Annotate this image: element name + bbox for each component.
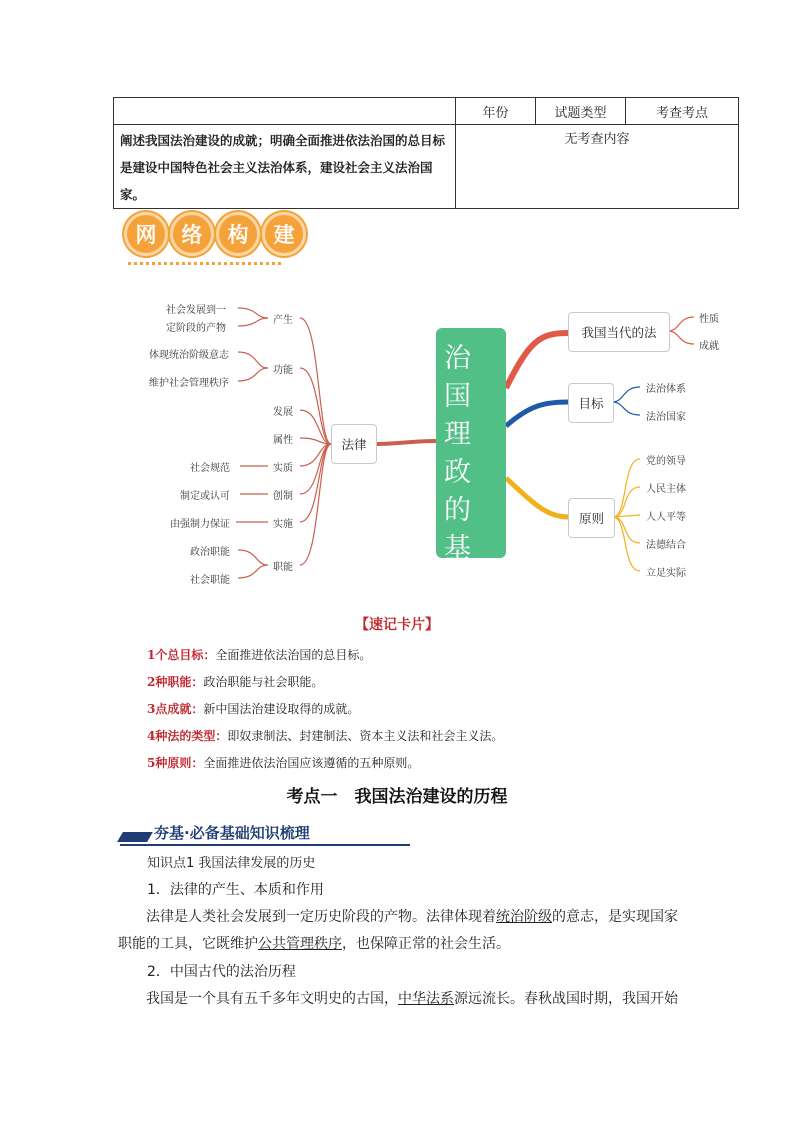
knowledge-point: 知识点1 我国法律发展的历史 [147,856,316,871]
right-node: 我国当代的法 [568,312,670,352]
card-text: 新中国法治建设取得的成就。 [203,702,360,716]
card-text: 全面推进依法治国应该遵循的五种原则。 [203,756,420,770]
leaf-label: 法治体系 [646,384,686,395]
connector [300,368,331,444]
connector [668,317,694,331]
heading-1: 1．法律的产生、本质和作用 [147,882,324,898]
leaf-label: 维护社会管理秩序 [149,378,229,389]
leaf-label: 法德结合 [646,540,686,551]
underlined-term: 公共管理秩序 [258,936,342,952]
connector [668,331,694,344]
card-key: 5种原则： [147,756,204,770]
card-key: 4种法的类型： [147,729,228,743]
connector [238,318,268,326]
branch-label: 发展 [273,407,293,418]
card-key: 1个总目标： [147,648,216,662]
leaf-label: 定阶段的产物 [166,323,226,334]
card-text: 全面推进依法治国的总目标。 [215,648,372,662]
branch-label: 属性 [273,435,293,446]
connector [238,352,268,368]
heading-2: 2．中国古代的法治历程 [147,964,296,980]
band-bar [117,832,153,842]
connector [612,402,640,415]
header-question-type: 试题类型 [536,98,626,125]
leaf-label: 社会发展到一 [166,305,226,316]
card-key: 2种职能： [147,675,204,689]
leaf-label: 体现统治阶级意志 [149,350,229,361]
leaf-label: 成就 [699,341,719,352]
right-node: 目标 [568,383,614,423]
connector [506,478,568,517]
leaf-label: 社会职能 [190,575,230,586]
badge-char: 网 [124,212,168,256]
leaf-label: 性质 [699,314,719,325]
flash-card-title: 【速记卡片】 [355,617,439,633]
connector [300,444,331,565]
flash-card-item [147,700,359,717]
leaf-label: 党的领导 [646,456,686,467]
section-title: 考点一 我国法治建设的历程 [286,787,508,807]
paragraph-2: 我国是一个具有五千多年文明史的古国，中华法系源远流长。春秋战国时期，我国开始 [146,991,678,1007]
connector [613,517,640,571]
connector [375,441,436,444]
connector [612,387,640,402]
law-node: 法律 [331,424,377,464]
band-underline [120,844,410,846]
mindmap-center: 治国理政的基本方式 [436,328,506,558]
card-text: 即奴隶制法、封建制法、资本主义法和社会主义法。 [227,729,504,743]
card-text: 政治职能与社会职能。 [203,675,324,689]
leaf-label: 由强制力保证 [170,519,230,530]
table-description: 阐述我国法治建设的成就；明确全面推进依法治国的总目标是建设中国特色社会主义法治体系，建设社会主义法治国家。 [114,125,456,209]
badge-char: 建 [262,212,306,256]
section-band [120,820,410,846]
flash-card-item [147,673,323,690]
badge-char: 络 [170,212,214,256]
connector [300,444,331,522]
header-year: 年份 [456,98,536,125]
flash-card-item [147,646,371,663]
leaf-label: 人民主体 [646,484,686,495]
leaf-label: 法治国家 [646,412,686,423]
flash-card-item [147,727,503,744]
flash-card-item [147,754,419,771]
leaf-label: 政治职能 [190,547,230,558]
connector [300,318,331,444]
connector [613,517,640,543]
leaf-label: 社会规范 [190,463,230,474]
underlined-term: 统治阶级 [496,909,552,925]
paragraph-1: 法律是人类社会发展到一定历史阶段的产物。法律体现着统治阶级的意志，是实现国家职能的工具，它既维护公共管理秩序，也保障正常的社会生活。 [118,909,678,952]
table-content: 无考查内容 [456,125,739,209]
branch-label: 实施 [273,519,293,530]
leaf-label: 人人平等 [646,512,686,523]
connector [238,550,268,565]
band-label: 夯基·必备基础知识梳理 [154,824,310,842]
leaf-label: 立足实际 [646,568,686,579]
underlined-term: 中华法系 [398,991,454,1007]
connector [506,333,568,388]
card-key: 3点成就： [147,702,204,716]
connector [506,402,568,426]
branch-label: 职能 [273,562,293,573]
connector [238,308,268,318]
leaf-label: 制定或认可 [180,491,230,502]
connector [613,487,640,517]
badge-char: 构 [216,212,260,256]
connector [238,565,268,578]
connector [238,368,268,381]
header-exam-point: 考查考点 [626,98,739,125]
branch-label: 功能 [273,365,293,376]
right-node: 原则 [568,498,615,538]
branch-label: 产生 [273,315,293,326]
branch-label: 创制 [273,491,293,502]
branch-label: 实质 [273,463,293,474]
